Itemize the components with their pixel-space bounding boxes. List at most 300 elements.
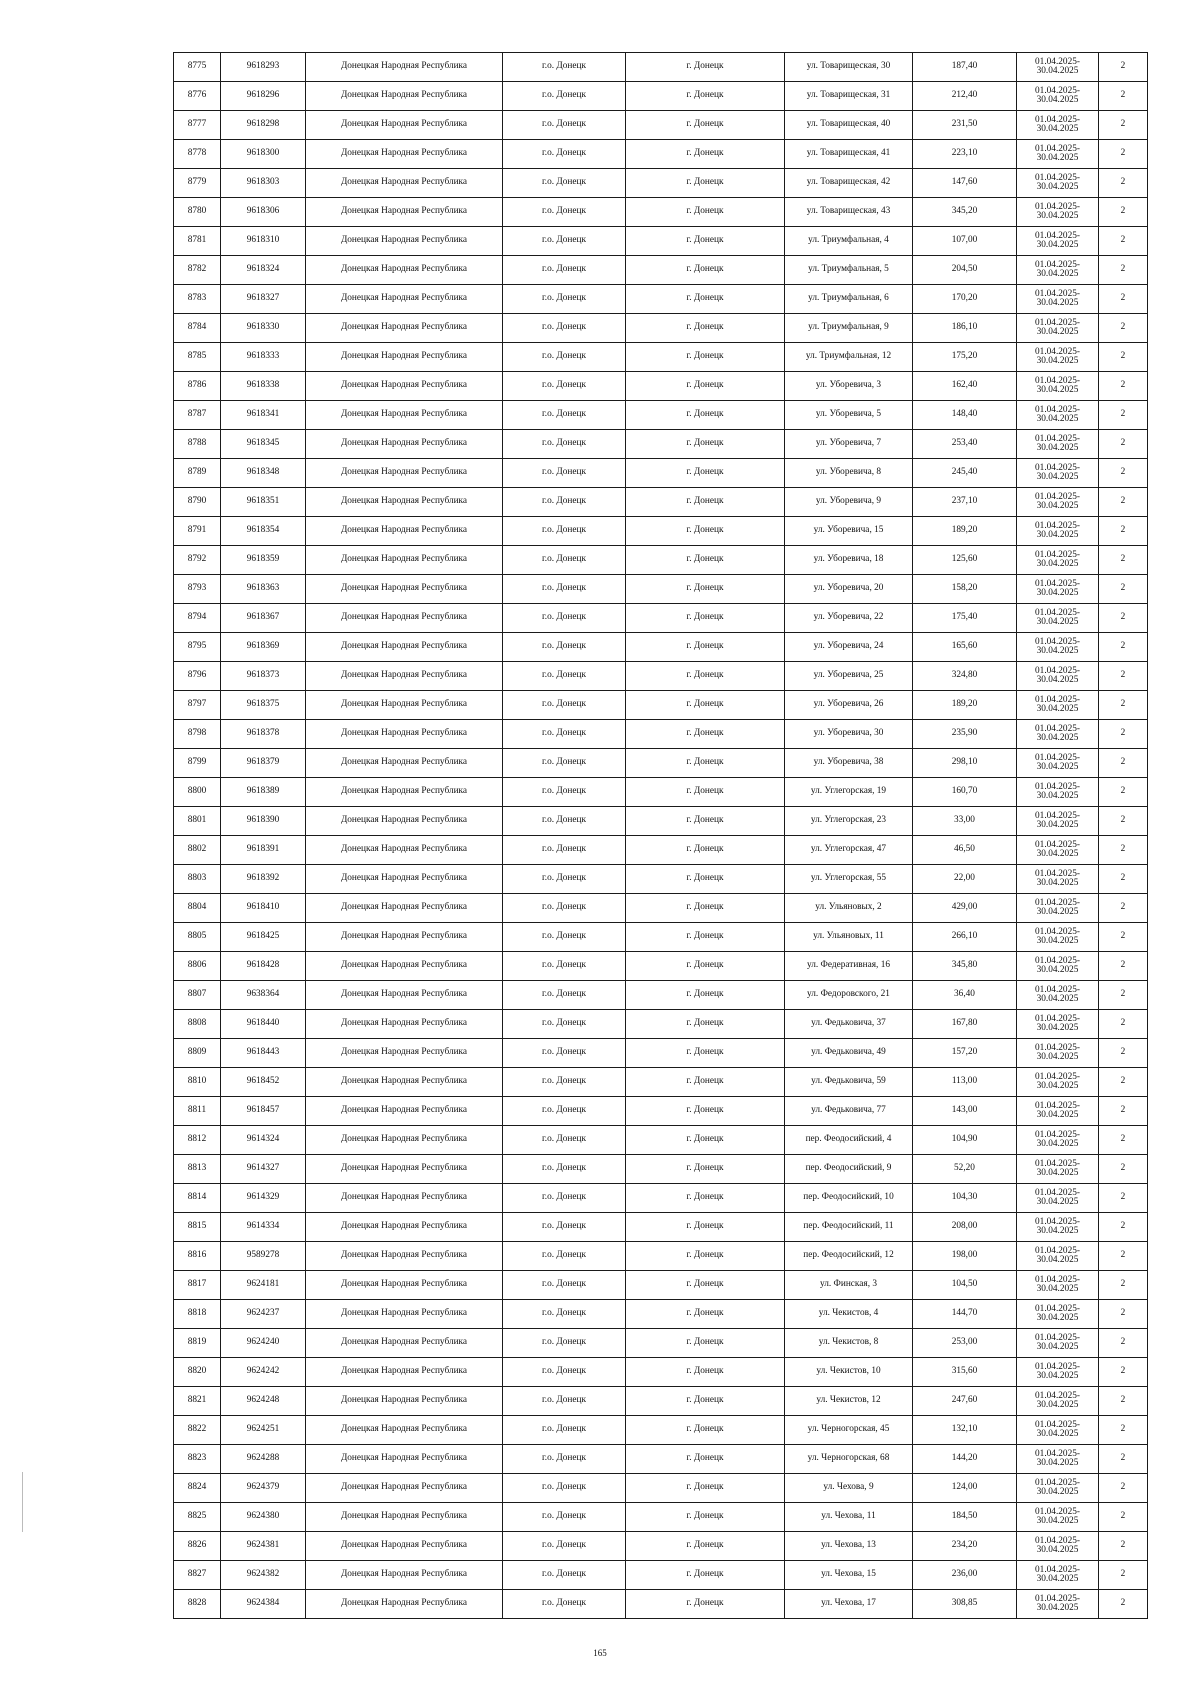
count-cell: 2: [1099, 198, 1148, 227]
period-cell: [1017, 1358, 1099, 1387]
region-cell: Донецкая Народная Республика: [306, 401, 503, 430]
district-cell: г.о. Донецк: [503, 1068, 626, 1097]
area-cell: 148,40: [913, 401, 1017, 430]
district-cell: г.о. Донецк: [503, 633, 626, 662]
period-start: 01.04.2025-: [1035, 578, 1080, 589]
object-code: 9618338: [221, 372, 306, 401]
period-end: 30.04.2025: [1036, 791, 1079, 801]
row-number: 8787: [174, 401, 221, 430]
area-cell: 158,20: [913, 575, 1017, 604]
object-code: 9618359: [221, 546, 306, 575]
row-number: 8776: [174, 82, 221, 111]
area-cell: 22,00: [913, 865, 1017, 894]
period-cell: [1017, 1242, 1099, 1271]
area-cell: 144,70: [913, 1300, 1017, 1329]
region-cell: Донецкая Народная Республика: [306, 430, 503, 459]
period-cell: [1017, 749, 1099, 778]
period-start: 01.04.2025-: [1035, 85, 1080, 96]
table-row: [174, 140, 1148, 169]
object-code: 9618348: [221, 459, 306, 488]
count-cell: 2: [1099, 1561, 1148, 1590]
register-body: [174, 53, 1148, 1619]
row-number: 8800: [174, 778, 221, 807]
district-cell: г.о. Донецк: [503, 836, 626, 865]
period-cell: [1017, 459, 1099, 488]
region-cell: Донецкая Народная Республика: [306, 82, 503, 111]
table-row: [174, 82, 1148, 111]
count-cell: 2: [1099, 459, 1148, 488]
table-row: [174, 894, 1148, 923]
period-cell: [1017, 1068, 1099, 1097]
area-cell: 253,00: [913, 1329, 1017, 1358]
count-cell: 2: [1099, 1474, 1148, 1503]
period-start: 01.04.2025-: [1035, 723, 1080, 734]
row-number: 8805: [174, 923, 221, 952]
area-cell: 36,40: [913, 981, 1017, 1010]
count-cell: 2: [1099, 488, 1148, 517]
city-cell: г. Донецк: [626, 517, 785, 546]
count-cell: 2: [1099, 1445, 1148, 1474]
district-cell: г.о. Донецк: [503, 314, 626, 343]
period-cell: [1017, 778, 1099, 807]
period-cell: [1017, 633, 1099, 662]
period-start: 01.04.2025-: [1035, 868, 1080, 879]
period-start: 01.04.2025-: [1035, 549, 1080, 560]
count-cell: 2: [1099, 604, 1148, 633]
district-cell: г.о. Донецк: [503, 1039, 626, 1068]
period-start: 01.04.2025-: [1035, 984, 1080, 995]
period-end: 30.04.2025: [1036, 1516, 1079, 1526]
region-cell: Донецкая Народная Республика: [306, 807, 503, 836]
period-end: 30.04.2025: [1036, 472, 1079, 482]
period-cell: [1017, 1126, 1099, 1155]
period-start: 01.04.2025-: [1035, 288, 1080, 299]
table-row: [174, 720, 1148, 749]
object-code: 9618303: [221, 169, 306, 198]
count-cell: 2: [1099, 894, 1148, 923]
district-cell: г.о. Донецк: [503, 372, 626, 401]
period-cell: [1017, 401, 1099, 430]
period-start: 01.04.2025-: [1035, 694, 1080, 705]
row-number: 8827: [174, 1561, 221, 1590]
period-end: 30.04.2025: [1036, 1487, 1079, 1497]
count-cell: 2: [1099, 1329, 1148, 1358]
row-number: 8817: [174, 1271, 221, 1300]
address-cell: ул. Триумфальная, 12: [785, 343, 913, 372]
period-start: 01.04.2025-: [1035, 839, 1080, 850]
count-cell: 2: [1099, 836, 1148, 865]
period-end: 30.04.2025: [1036, 1081, 1079, 1091]
address-cell: ул. Федьковича, 37: [785, 1010, 913, 1039]
count-cell: 2: [1099, 1039, 1148, 1068]
period-cell: [1017, 343, 1099, 372]
row-number: 8812: [174, 1126, 221, 1155]
object-code: 9618375: [221, 691, 306, 720]
period-end: 30.04.2025: [1036, 1574, 1079, 1584]
city-cell: г. Донецк: [626, 1590, 785, 1619]
address-cell: ул. Углегорская, 23: [785, 807, 913, 836]
city-cell: г. Донецк: [626, 1242, 785, 1271]
period-start: 01.04.2025-: [1035, 404, 1080, 415]
address-cell: ул. Уборевича, 5: [785, 401, 913, 430]
area-cell: 266,10: [913, 923, 1017, 952]
table-row: [174, 1039, 1148, 1068]
period-end: 30.04.2025: [1036, 414, 1079, 424]
area-cell: 234,20: [913, 1532, 1017, 1561]
object-code: 9618310: [221, 227, 306, 256]
period-start: 01.04.2025-: [1035, 56, 1080, 67]
period-end: 30.04.2025: [1036, 269, 1079, 279]
region-cell: Донецкая Народная Республика: [306, 546, 503, 575]
object-code: 9618457: [221, 1097, 306, 1126]
area-cell: 104,90: [913, 1126, 1017, 1155]
period-end: 30.04.2025: [1036, 1168, 1079, 1178]
district-cell: г.о. Донецк: [503, 198, 626, 227]
period-cell: [1017, 923, 1099, 952]
district-cell: г.о. Донецк: [503, 923, 626, 952]
object-code: 9624248: [221, 1387, 306, 1416]
area-cell: 167,80: [913, 1010, 1017, 1039]
period-end: 30.04.2025: [1036, 298, 1079, 308]
count-cell: 2: [1099, 82, 1148, 111]
district-cell: г.о. Донецк: [503, 1184, 626, 1213]
row-number: 8818: [174, 1300, 221, 1329]
city-cell: г. Донецк: [626, 343, 785, 372]
area-cell: 298,10: [913, 749, 1017, 778]
period-cell: [1017, 1590, 1099, 1619]
city-cell: г. Донецк: [626, 1213, 785, 1242]
district-cell: г.о. Донецк: [503, 1590, 626, 1619]
period-start: 01.04.2025-: [1035, 172, 1080, 183]
region-cell: Донецкая Народная Республика: [306, 1503, 503, 1532]
city-cell: г. Донецк: [626, 1503, 785, 1532]
area-cell: 308,85: [913, 1590, 1017, 1619]
table-row: [174, 1416, 1148, 1445]
row-number: 8779: [174, 169, 221, 198]
row-number: 8824: [174, 1474, 221, 1503]
district-cell: г.о. Донецк: [503, 1126, 626, 1155]
table-row: [174, 53, 1148, 82]
city-cell: г. Донецк: [626, 372, 785, 401]
object-code: 9618428: [221, 952, 306, 981]
period-end: 30.04.2025: [1036, 327, 1079, 337]
address-cell: ул. Федоровского, 21: [785, 981, 913, 1010]
object-code: 9624382: [221, 1561, 306, 1590]
count-cell: 2: [1099, 749, 1148, 778]
period-end: 30.04.2025: [1036, 182, 1079, 192]
region-cell: Донецкая Народная Республика: [306, 1532, 503, 1561]
period-end: 30.04.2025: [1036, 1545, 1079, 1555]
area-cell: 175,20: [913, 343, 1017, 372]
period-end: 30.04.2025: [1036, 762, 1079, 772]
area-cell: 189,20: [913, 691, 1017, 720]
period-cell: [1017, 1387, 1099, 1416]
table-row: [174, 807, 1148, 836]
count-cell: 2: [1099, 401, 1148, 430]
region-cell: Донецкая Народная Республика: [306, 488, 503, 517]
area-cell: 236,00: [913, 1561, 1017, 1590]
address-cell: ул. Уборевича, 26: [785, 691, 913, 720]
object-code: 9618440: [221, 1010, 306, 1039]
count-cell: 2: [1099, 633, 1148, 662]
row-number: 8813: [174, 1155, 221, 1184]
period-cell: [1017, 981, 1099, 1010]
address-cell: ул. Товарищеская, 42: [785, 169, 913, 198]
table-row: [174, 1126, 1148, 1155]
period-end: 30.04.2025: [1036, 675, 1079, 685]
count-cell: 2: [1099, 111, 1148, 140]
city-cell: г. Донецк: [626, 1445, 785, 1474]
city-cell: г. Донецк: [626, 1561, 785, 1590]
area-cell: 175,40: [913, 604, 1017, 633]
table-row: [174, 372, 1148, 401]
city-cell: г. Донецк: [626, 459, 785, 488]
period-start: 01.04.2025-: [1035, 955, 1080, 966]
count-cell: 2: [1099, 1416, 1148, 1445]
city-cell: г. Донецк: [626, 1126, 785, 1155]
period-cell: [1017, 140, 1099, 169]
period-cell: [1017, 1561, 1099, 1590]
table-row: [174, 256, 1148, 285]
period-start: 01.04.2025-: [1035, 1216, 1080, 1227]
period-end: 30.04.2025: [1036, 994, 1079, 1004]
count-cell: 2: [1099, 720, 1148, 749]
row-number: 8784: [174, 314, 221, 343]
period-start: 01.04.2025-: [1035, 1506, 1080, 1517]
period-cell: [1017, 198, 1099, 227]
district-cell: г.о. Донецк: [503, 1010, 626, 1039]
period-end: 30.04.2025: [1036, 907, 1079, 917]
row-number: 8828: [174, 1590, 221, 1619]
region-cell: Донецкая Народная Республика: [306, 720, 503, 749]
period-end: 30.04.2025: [1036, 501, 1079, 511]
period-end: 30.04.2025: [1036, 240, 1079, 250]
object-code: 9618390: [221, 807, 306, 836]
period-start: 01.04.2025-: [1035, 1448, 1080, 1459]
period-start: 01.04.2025-: [1035, 143, 1080, 154]
row-number: 8788: [174, 430, 221, 459]
row-number: 8823: [174, 1445, 221, 1474]
table-row: [174, 662, 1148, 691]
region-cell: Донецкая Народная Республика: [306, 952, 503, 981]
table-row: [174, 1097, 1148, 1126]
city-cell: г. Донецк: [626, 604, 785, 633]
table-row: [174, 575, 1148, 604]
period-cell: [1017, 256, 1099, 285]
period-start: 01.04.2025-: [1035, 1100, 1080, 1111]
period-start: 01.04.2025-: [1035, 1419, 1080, 1430]
row-number: 8811: [174, 1097, 221, 1126]
period-end: 30.04.2025: [1036, 1400, 1079, 1410]
district-cell: г.о. Донецк: [503, 604, 626, 633]
district-cell: г.о. Донецк: [503, 807, 626, 836]
address-cell: ул. Триумфальная, 5: [785, 256, 913, 285]
city-cell: г. Донецк: [626, 778, 785, 807]
period-start: 01.04.2025-: [1035, 1013, 1080, 1024]
period-cell: [1017, 1155, 1099, 1184]
row-number: 8826: [174, 1532, 221, 1561]
period-end: 30.04.2025: [1036, 646, 1079, 656]
scan-edge-mark: [22, 1472, 23, 1532]
object-code: 9624288: [221, 1445, 306, 1474]
table-row: [174, 1271, 1148, 1300]
address-cell: ул. Триумфальная, 6: [785, 285, 913, 314]
object-code: 9624379: [221, 1474, 306, 1503]
row-number: 8804: [174, 894, 221, 923]
table-row: [174, 1300, 1148, 1329]
row-number: 8825: [174, 1503, 221, 1532]
period-cell: [1017, 1271, 1099, 1300]
area-cell: 162,40: [913, 372, 1017, 401]
table-row: [174, 1329, 1148, 1358]
address-cell: ул. Черногорская, 45: [785, 1416, 913, 1445]
address-cell: ул. Триумфальная, 4: [785, 227, 913, 256]
object-code: 9618327: [221, 285, 306, 314]
period-start: 01.04.2025-: [1035, 1564, 1080, 1575]
city-cell: г. Донецк: [626, 430, 785, 459]
address-cell: ул. Чехова, 13: [785, 1532, 913, 1561]
district-cell: г.о. Донецк: [503, 285, 626, 314]
object-code: 9614334: [221, 1213, 306, 1242]
row-number: 8780: [174, 198, 221, 227]
area-cell: 189,20: [913, 517, 1017, 546]
city-cell: г. Донецк: [626, 662, 785, 691]
object-code: 9624384: [221, 1590, 306, 1619]
city-cell: г. Донецк: [626, 633, 785, 662]
address-cell: ул. Углегорская, 55: [785, 865, 913, 894]
period-start: 01.04.2025-: [1035, 1477, 1080, 1488]
count-cell: 2: [1099, 285, 1148, 314]
row-number: 8792: [174, 546, 221, 575]
region-cell: Донецкая Народная Республика: [306, 923, 503, 952]
period-start: 01.04.2025-: [1035, 781, 1080, 792]
table-row: [174, 981, 1148, 1010]
area-cell: 107,00: [913, 227, 1017, 256]
period-start: 01.04.2025-: [1035, 230, 1080, 241]
count-cell: 2: [1099, 952, 1148, 981]
period-cell: [1017, 82, 1099, 111]
object-code: 9624242: [221, 1358, 306, 1387]
period-end: 30.04.2025: [1036, 704, 1079, 714]
page-number: 165: [593, 1648, 607, 1658]
address-cell: ул. Ульяновых, 2: [785, 894, 913, 923]
period-cell: [1017, 952, 1099, 981]
period-end: 30.04.2025: [1036, 1023, 1079, 1033]
period-cell: [1017, 865, 1099, 894]
period-end: 30.04.2025: [1036, 1226, 1079, 1236]
area-cell: 46,50: [913, 836, 1017, 865]
period-start: 01.04.2025-: [1035, 810, 1080, 821]
region-cell: Донецкая Народная Республика: [306, 198, 503, 227]
count-cell: 2: [1099, 227, 1148, 256]
period-end: 30.04.2025: [1036, 385, 1079, 395]
city-cell: г. Донецк: [626, 546, 785, 575]
city-cell: г. Донецк: [626, 285, 785, 314]
period-end: 30.04.2025: [1036, 443, 1079, 453]
row-number: 8803: [174, 865, 221, 894]
object-code: 9618324: [221, 256, 306, 285]
region-cell: Донецкая Народная Республика: [306, 53, 503, 82]
address-cell: пер. Феодосийский, 4: [785, 1126, 913, 1155]
table-row: [174, 1358, 1148, 1387]
area-cell: 165,60: [913, 633, 1017, 662]
count-cell: 2: [1099, 1271, 1148, 1300]
region-cell: Донецкая Народная Республика: [306, 256, 503, 285]
row-number: 8815: [174, 1213, 221, 1242]
area-cell: 187,40: [913, 53, 1017, 82]
area-cell: 52,20: [913, 1155, 1017, 1184]
address-cell: ул. Товарищеская, 43: [785, 198, 913, 227]
region-cell: Донецкая Народная Республика: [306, 1155, 503, 1184]
address-cell: ул. Чекистов, 12: [785, 1387, 913, 1416]
region-cell: Донецкая Народная Республика: [306, 1416, 503, 1445]
period-start: 01.04.2025-: [1035, 926, 1080, 937]
period-cell: [1017, 314, 1099, 343]
address-cell: ул. Уборевича, 24: [785, 633, 913, 662]
table-row: [174, 546, 1148, 575]
address-cell: ул. Ульяновых, 11: [785, 923, 913, 952]
object-code: 9618378: [221, 720, 306, 749]
row-number: 8786: [174, 372, 221, 401]
table-row: [174, 1561, 1148, 1590]
city-cell: г. Донецк: [626, 169, 785, 198]
table-row: [174, 1590, 1148, 1619]
object-code: 9618333: [221, 343, 306, 372]
table-row: [174, 1155, 1148, 1184]
object-code: 9624237: [221, 1300, 306, 1329]
row-number: 8808: [174, 1010, 221, 1039]
district-cell: г.о. Донецк: [503, 111, 626, 140]
area-cell: 147,60: [913, 169, 1017, 198]
count-cell: 2: [1099, 372, 1148, 401]
district-cell: г.о. Донецк: [503, 169, 626, 198]
address-cell: ул. Черногорская, 68: [785, 1445, 913, 1474]
area-cell: 198,00: [913, 1242, 1017, 1271]
region-cell: Донецкая Народная Республика: [306, 343, 503, 372]
object-code: 9624240: [221, 1329, 306, 1358]
region-cell: Донецкая Народная Республика: [306, 778, 503, 807]
count-cell: 2: [1099, 575, 1148, 604]
address-cell: ул. Уборевича, 15: [785, 517, 913, 546]
period-end: 30.04.2025: [1036, 1371, 1079, 1381]
district-cell: г.о. Донецк: [503, 1213, 626, 1242]
region-cell: Донецкая Народная Республика: [306, 1068, 503, 1097]
period-cell: [1017, 691, 1099, 720]
address-cell: ул. Федьковича, 77: [785, 1097, 913, 1126]
period-start: 01.04.2025-: [1035, 317, 1080, 328]
period-cell: [1017, 227, 1099, 256]
row-number: 8816: [174, 1242, 221, 1271]
region-cell: Донецкая Народная Республика: [306, 1010, 503, 1039]
period-start: 01.04.2025-: [1035, 1332, 1080, 1343]
address-cell: ул. Федьковича, 49: [785, 1039, 913, 1068]
area-cell: 253,40: [913, 430, 1017, 459]
table-row: [174, 1184, 1148, 1213]
table-row: [174, 1532, 1148, 1561]
city-cell: г. Донецк: [626, 53, 785, 82]
period-start: 01.04.2025-: [1035, 462, 1080, 473]
district-cell: г.о. Донецк: [503, 981, 626, 1010]
period-start: 01.04.2025-: [1035, 1042, 1080, 1053]
city-cell: г. Донецк: [626, 256, 785, 285]
area-cell: 104,50: [913, 1271, 1017, 1300]
table-row: [174, 169, 1148, 198]
period-end: 30.04.2025: [1036, 1342, 1079, 1352]
period-start: 01.04.2025-: [1035, 491, 1080, 502]
period-end: 30.04.2025: [1036, 936, 1079, 946]
period-cell: [1017, 575, 1099, 604]
city-cell: г. Донецк: [626, 575, 785, 604]
